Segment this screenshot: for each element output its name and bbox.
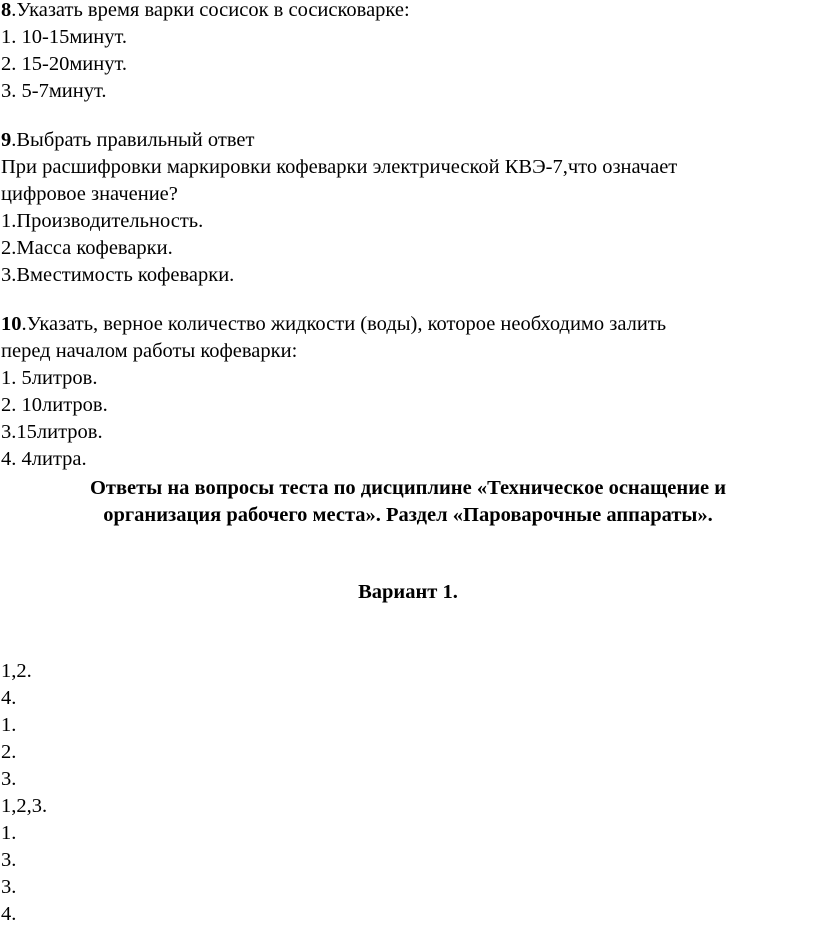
- question-8-text: .Указать время варки сосисок в сосисковарке:: [11, 0, 410, 21]
- question-8-option-3: 3. 5-7минут.: [1, 80, 107, 102]
- answer-item: 1.: [1, 822, 17, 844]
- variant-heading: Вариант 1.: [358, 581, 458, 603]
- question-10-title: [0, 311, 816, 338]
- answer-item: 1.: [1, 714, 17, 736]
- answers-title-line-2: организация рабочего места». Раздел «Пароварочные аппараты».: [103, 504, 713, 526]
- question-8-number: 8: [1, 0, 12, 21]
- question-10-option-2: 2. 10литров.: [1, 394, 108, 416]
- question-10-text: .Указать, верное количество жидкости (воды), которое необходимо залить: [21, 313, 667, 335]
- question-9-line-2: цифровое значение?: [1, 183, 178, 205]
- question-10-option-1: 1. 5литров.: [1, 367, 98, 389]
- question-9-text: .Выбрать правильный ответ: [11, 129, 255, 151]
- spacer: [0, 105, 816, 127]
- spacer: [0, 529, 816, 579]
- answer-item: 1,2.: [1, 660, 32, 682]
- question-9-number: 9: [1, 129, 12, 151]
- answer-item: 3.: [1, 876, 17, 898]
- answer-item: 2.: [1, 741, 17, 763]
- spacer: [0, 289, 816, 311]
- question-9-option-1: 1.Производительность.: [1, 210, 204, 232]
- question-9-option-2: 2.Масса кофеварки.: [1, 237, 173, 259]
- question-10-line-2: перед началом работы кофеварки:: [1, 340, 298, 362]
- question-9-line-1: При расшифровки маркировки кофеварки электрической КВЭ-7,что означает: [1, 156, 678, 178]
- question-10-option-4: 4. 4литра.: [1, 448, 87, 470]
- answers-title-line-1: Ответы на вопросы теста по дисциплине «Техническое оснащение и: [89, 477, 727, 499]
- question-8-option-2: 2. 15-20минут.: [1, 53, 128, 75]
- answer-item: 3.: [1, 768, 17, 790]
- question-8-option-1: 1. 10-15минут.: [1, 26, 128, 48]
- question-10-option-3: 3.15литров.: [1, 421, 103, 443]
- question-9-option-3: 3.Вместимость кофеварки.: [1, 264, 235, 286]
- answer-item: 1,2,3.: [1, 795, 48, 817]
- spacer: [0, 606, 816, 658]
- question-8-title: [0, 0, 816, 24]
- answer-item: 4.: [1, 687, 17, 709]
- answer-item: 4.: [1, 903, 17, 925]
- question-10-number: 10: [1, 313, 22, 335]
- question-9-title: [0, 127, 816, 154]
- answer-item: 3.: [1, 849, 17, 871]
